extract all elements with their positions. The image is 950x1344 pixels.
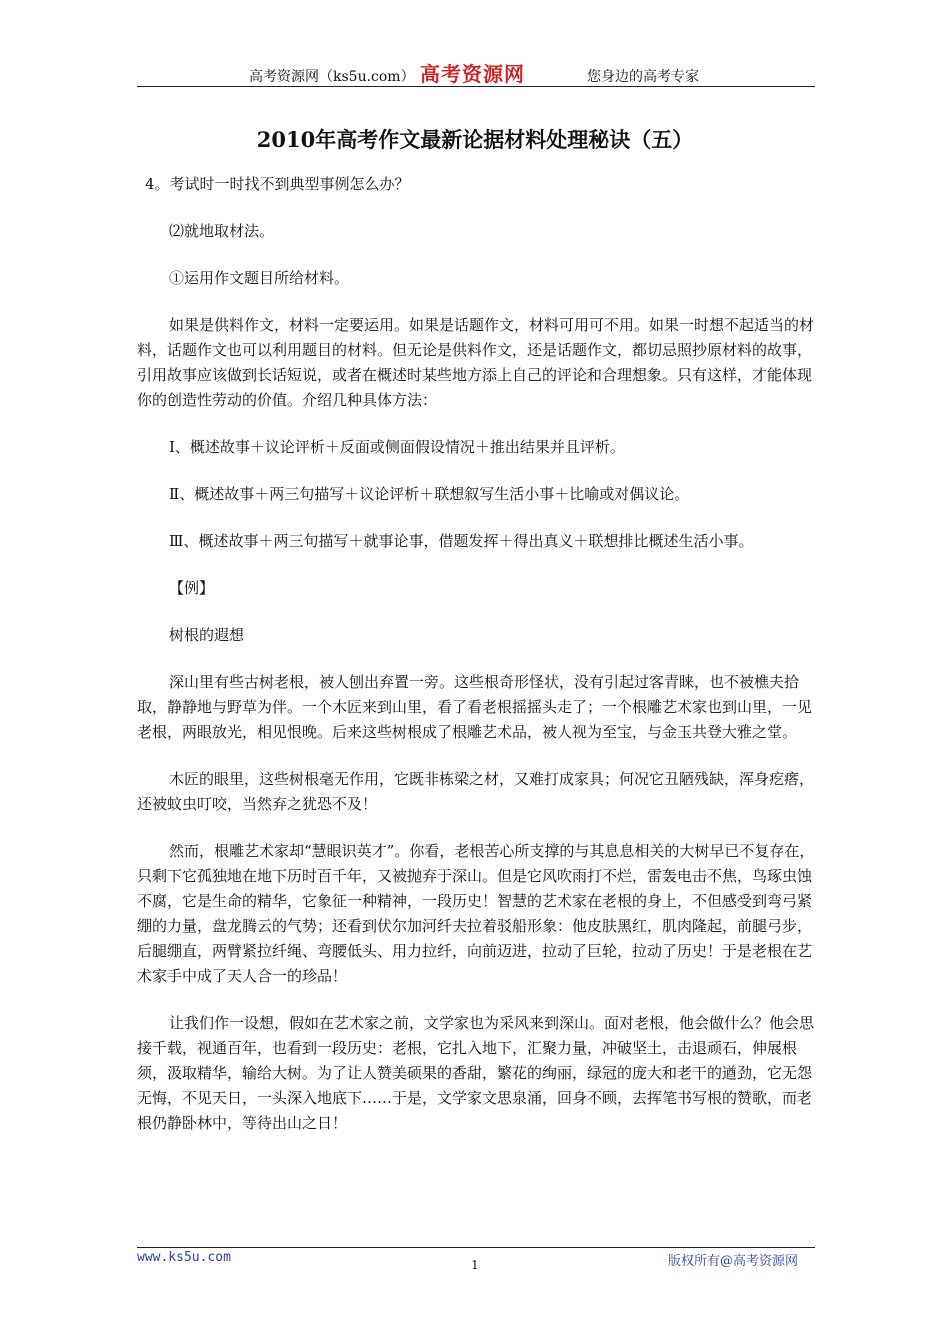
spacer	[137, 745, 815, 767]
body-paragraph: 木匠的眼里，这些树根毫无作用，它既非栋梁之材，又难打成家具；何况它丑陋残缺，浑身疙瘩，还被蚊虫叮咬，当然弃之犹恐不及！	[137, 770, 815, 813]
body-paragraph: 如果是供料作文，材料一定要运用。如果是话题作文，材料可用可不用。如果一时想不起适当的材料，话题作文也可以利用题目的材料。但无论是供料作文，还是话题作文，都切忌照抄原材料的故事，引用故事应该做到长话短说，或者在概述时某些地方添上自己的评论和合理想象。只有这样，才能体现你的创造性劳动的价值。介绍几种具体方法：	[137, 316, 815, 409]
spacer	[137, 601, 815, 623]
header-site-name: 高考资源网（ks5u.com）	[249, 69, 415, 85]
header-slogan: 您身边的高考专家	[587, 69, 699, 85]
example-label: 【例】	[169, 579, 215, 597]
header-divider	[137, 86, 815, 87]
document-title: 2010年高考作文最新论据材料处理秘诀（五）	[256, 127, 694, 152]
spacer	[137, 989, 815, 1011]
spacer	[137, 507, 815, 529]
spacer	[137, 197, 815, 219]
spacer	[137, 460, 815, 482]
body-paragraph: 然而，根雕艺术家却“慧眼识英才”。你看，老根苦心所支撑的与其息息相关的大树早已不复存在，只剩下它孤独地在地下历时百千年，又被抛弃于深山。但是它风吹雨打不烂，雷轰电击不焦，鸟琢虫蚀不腐，它是生命的精华，它象征一种精神，一段历史！智慧的艺术家在老根的身上，不但感受到弯弓紧绷的力量，盘龙腾云的气势；还看到伏尔加河纤夫拉着驳船形象：他皮肤黑红，肌肉隆起，前腿弓步，后腿绷直，两臂紧拉纤绳、弯腰低头、用力拉纤，向前迈进，拉动了巨轮，拉动了历史！于是老根在艺术家手中成了天人合一的珍品！	[137, 842, 815, 985]
question-heading: 4。考试时一时找不到典型事例怎么办？	[145, 175, 410, 193]
footer-copyright: 版权所有@高考资源网	[668, 1254, 799, 1269]
body-paragraph: 深山里有些古树老根，被人刨出弃置一旁。这些根奇形怪状，没有引起过客青睐，也不被樵夫拾取，静静地与野草为伴。一个木匠来到山里，看了看老根摇摇头走了；一个根雕艺术家也到山里，一见老根，两眼放光，相见恨晚。后来这些树根成了根雕艺术品，被人视为至宝，与金玉共登大雅之堂。	[137, 673, 813, 741]
sub-method-heading: ①运用作文题目所给材料。	[169, 269, 350, 287]
spacer	[137, 413, 815, 435]
spacer	[137, 648, 815, 670]
footer-url[interactable]: www.ks5u.com	[137, 1250, 231, 1265]
document-body	[137, 172, 815, 1136]
method-item-3: Ⅲ、概述故事＋两三句描写＋就事论事，借题发挥＋得出真义＋联想排比概述生活小事。	[169, 532, 754, 550]
spacer	[137, 244, 815, 266]
header-logo: 高考资源网	[420, 62, 525, 86]
example-title: 树根的遐想	[169, 626, 245, 644]
spacer	[137, 554, 815, 576]
body-paragraph: 让我们作一设想，假如在艺术家之前，文学家也为采风来到深山。面对老根，他会做什么？他会思接千载，视通百年，也看到一段历史：老根，它扎入地下，汇聚力量，冲破坚土，击退顽石，伸展根须，汲取精华，输给大树。为了让人赞美硕果的香甜，繁花的绚丽，绿冠的庞大和老干的遒劲，它无怨无悔，不见天日，一头深入地底下……于是，文学家文思泉涌，回身不顾，去挥笔书写根的赞歌，而老根仍静卧林中，等待出山之日！	[137, 1014, 815, 1132]
spacer	[137, 291, 815, 313]
method-heading: ⑵就地取材法。	[169, 222, 275, 240]
method-item-1: Ⅰ、概述故事＋议论评析＋反面或侧面假设情况＋推出结果并且评析。	[169, 438, 625, 456]
footer-divider	[137, 1247, 815, 1248]
spacer	[137, 817, 815, 839]
method-item-2: Ⅱ、概述故事＋两三句描写＋议论评析＋联想叙写生活小事＋比喻或对偶议论。	[169, 485, 690, 503]
page-header	[137, 60, 815, 88]
page-number: 1	[471, 1258, 479, 1272]
